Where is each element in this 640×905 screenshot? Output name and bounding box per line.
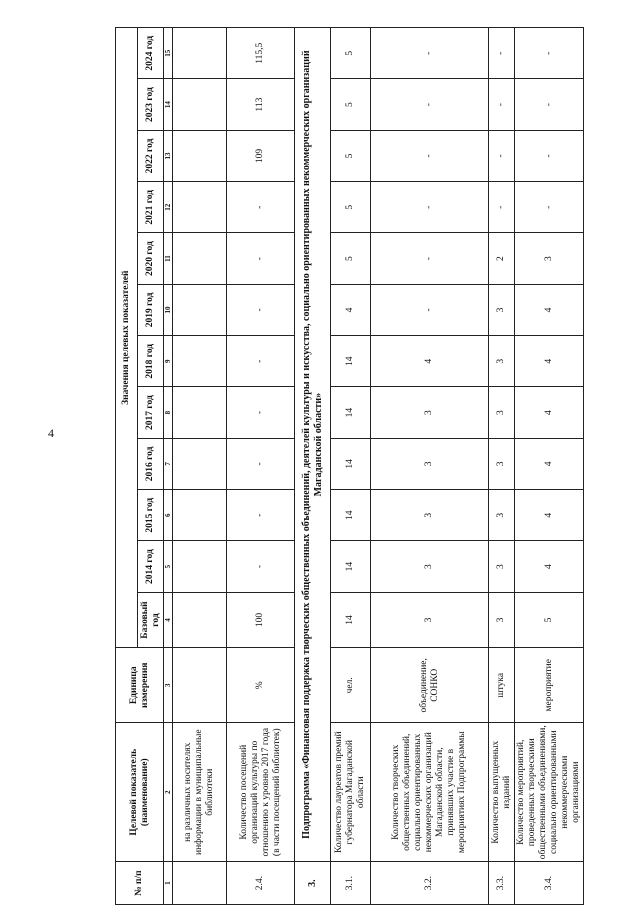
value-cell: - [515, 28, 584, 79]
value-cell: - [227, 336, 295, 387]
value-cell: 3 [489, 438, 515, 489]
value-cell: 5 [331, 130, 371, 181]
col-number: 7 [164, 438, 173, 489]
value-cell: - [371, 284, 489, 335]
year-header: 2015 год [138, 490, 164, 541]
value-cell: - [227, 438, 295, 489]
year-header: 2019 год [138, 284, 164, 335]
year-header: 2024 год [138, 28, 164, 79]
value-cell: 14 [331, 336, 371, 387]
year-header: 2023 год [138, 79, 164, 130]
value-cell: 3 [371, 490, 489, 541]
value-cell: 4 [371, 336, 489, 387]
value-cell: - [227, 284, 295, 335]
col-number: 4 [164, 592, 173, 648]
table-row [227, 28, 295, 905]
page-number: 4 [48, 426, 54, 440]
year-header: 2016 год [138, 438, 164, 489]
value-cell: - [489, 28, 515, 79]
year-header: 2018 год [138, 336, 164, 387]
value-cell: 109 [227, 130, 295, 181]
year-header: 2021 год [138, 182, 164, 233]
value-cell: 4 [331, 284, 371, 335]
value-cell: 3 [489, 490, 515, 541]
year-header: 2022 год [138, 130, 164, 181]
value-cell: 3 [371, 592, 489, 648]
value-cell: 5 [515, 592, 584, 648]
col-number: 2 [164, 723, 173, 862]
value-cell: - [227, 387, 295, 438]
value-cell: 3 [371, 387, 489, 438]
col-number: 15 [164, 28, 173, 79]
value-cell: 5 [331, 182, 371, 233]
table-row [489, 28, 515, 905]
header-indicator: Целевой показатель (наименование) [116, 723, 164, 862]
table-row [331, 28, 371, 905]
value-cell [173, 387, 227, 438]
value-cell: - [227, 182, 295, 233]
indicator-name: Количество выпущенных изданий [489, 723, 515, 862]
indicator-name: Количество посещений организаций культуры по отношению к уровню 2017 года (в части посещений библиотек) [227, 723, 295, 862]
value-cell: - [371, 28, 489, 79]
subprogram-row [295, 28, 331, 905]
value-cell: 4 [515, 336, 584, 387]
col-number: 14 [164, 79, 173, 130]
col-number: 3 [164, 648, 173, 723]
row-number: 3.2. [371, 862, 489, 905]
subprogram-num: 3. [295, 862, 331, 905]
value-cell: 14 [331, 438, 371, 489]
value-cell: 14 [331, 490, 371, 541]
value-cell: 3 [489, 336, 515, 387]
value-cell: 100 [227, 592, 295, 648]
value-cell [173, 490, 227, 541]
value-cell [173, 28, 227, 79]
unit-cell: % [227, 648, 295, 723]
unit-cell [173, 648, 227, 723]
table-row [371, 28, 489, 905]
table-body [173, 28, 295, 905]
value-cell: 5 [331, 233, 371, 284]
value-cell: 2 [489, 233, 515, 284]
indicator-name: Количество творческих общественных объединений, социально ориентированных некоммерческих организаций Магаданской области, принявших участие в мероприятиях Подпрограммы [371, 723, 489, 862]
row-number: 3.4. [515, 862, 584, 905]
value-cell: 3 [489, 592, 515, 648]
value-cell: 5 [331, 79, 371, 130]
value-cell: - [515, 79, 584, 130]
table-row [515, 28, 584, 905]
column-numbers-row [164, 28, 173, 905]
value-cell: 14 [331, 592, 371, 648]
col-number: 10 [164, 284, 173, 335]
value-cell [173, 130, 227, 181]
unit-cell: штука [489, 648, 515, 723]
value-cell [173, 438, 227, 489]
indicator-name: Количество лауреатов премий губернатора Магаданской области [331, 723, 371, 862]
row-number: 3.3. [489, 862, 515, 905]
value-cell: 14 [331, 387, 371, 438]
row-number [173, 862, 227, 905]
row-number: 2.4. [227, 862, 295, 905]
col-number: 9 [164, 336, 173, 387]
subprogram-title: Подпрограмма «Финансовая поддержка творческих общественных объединений, деятелей культуры и искусства, социально ориентированных некоммерческих организаций Магаданской области» [295, 28, 331, 862]
value-cell: 4 [515, 541, 584, 592]
value-cell [173, 336, 227, 387]
value-cell: - [489, 79, 515, 130]
value-cell: - [515, 130, 584, 181]
value-cell: - [371, 233, 489, 284]
col-number: 6 [164, 490, 173, 541]
indicators-table [115, 27, 584, 905]
table-body-2 [331, 28, 584, 905]
header-unit: Единица измерения [116, 648, 164, 723]
col-number: 8 [164, 387, 173, 438]
value-cell: 3 [515, 233, 584, 284]
year-header: Базовый год [138, 592, 164, 648]
value-cell: 113 [227, 79, 295, 130]
value-cell: - [371, 182, 489, 233]
col-number: 13 [164, 130, 173, 181]
col-number: 5 [164, 541, 173, 592]
table-row [173, 28, 227, 905]
value-cell: - [489, 130, 515, 181]
value-cell [173, 592, 227, 648]
value-cell: 3 [489, 284, 515, 335]
value-cell: - [227, 490, 295, 541]
header-values-group: Значения целевых показателей [116, 28, 138, 648]
value-cell: 3 [371, 438, 489, 489]
row-number: 3.1. [331, 862, 371, 905]
indicator-name: Количество мероприятий, проведенных творческими общественными объединениями, социально ориентированными некоммерческими организациями [515, 723, 584, 862]
value-cell: 4 [515, 387, 584, 438]
col-number: 12 [164, 182, 173, 233]
year-header: 2017 год [138, 387, 164, 438]
value-cell: 3 [371, 541, 489, 592]
header-num: № п/п [116, 862, 164, 905]
unit-cell: объединение, СОНКО [371, 648, 489, 723]
subprogram-section [295, 28, 331, 905]
value-cell: 4 [515, 490, 584, 541]
value-cell [173, 284, 227, 335]
unit-cell: мероприятие [515, 648, 584, 723]
value-cell: 4 [515, 284, 584, 335]
year-header: 2014 год [138, 541, 164, 592]
value-cell: - [371, 79, 489, 130]
value-cell: - [489, 182, 515, 233]
value-cell: 5 [331, 28, 371, 79]
value-cell: 3 [489, 387, 515, 438]
value-cell [173, 182, 227, 233]
col-number: 11 [164, 233, 173, 284]
value-cell: 3 [489, 541, 515, 592]
value-cell: 4 [515, 438, 584, 489]
value-cell: 14 [331, 541, 371, 592]
value-cell: - [371, 130, 489, 181]
col-number: 1 [164, 862, 173, 905]
value-cell [173, 79, 227, 130]
rotated-page [115, 27, 581, 905]
value-cell [173, 233, 227, 284]
value-cell: - [515, 182, 584, 233]
value-cell: 115,5 [227, 28, 295, 79]
indicator-name: на различных носителях информации в муниципальные библиотеки [173, 723, 227, 862]
value-cell: - [227, 233, 295, 284]
unit-cell: чел. [331, 648, 371, 723]
value-cell: - [227, 541, 295, 592]
value-cell [173, 541, 227, 592]
year-header: 2020 год [138, 233, 164, 284]
